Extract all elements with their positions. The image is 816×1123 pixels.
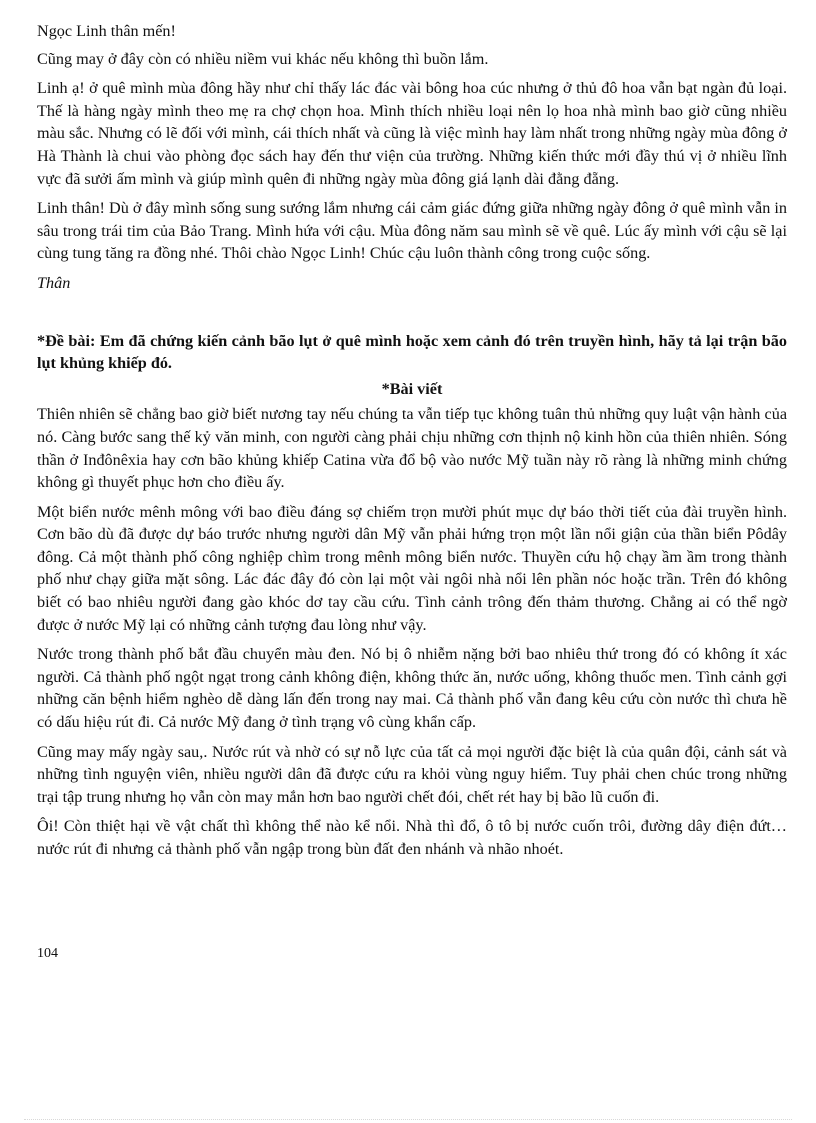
essay-paragraph: Ôi! Còn thiệt hại về vật chất thì không thể nào kể nổi. Nhà thì đổ, ô tô bị nước cuốn trôi, đường dây điện đứt… nước rút đi nhưng cả thành phố vẫn ngập trong bùn đất đen nhánh và nhão nhoét.	[37, 817, 787, 858]
essay-paragraph: Thiên nhiên sẽ chẳng bao giờ biết nương tay nếu chúng ta vẫn tiếp tục không tuân thủ những quy luật vận hành của nó. Càng bước sang thế kỷ văn minh, con người càng phải chịu những cơn thịnh nộ kinh hồn của thiên nhiên. Sóng thần ở Inđônêxia hay cơn bão khủng khiếp Catina vừa đổ bộ vào nước Mỹ tuần này rõ ràng là những minh chứng không gì thuyết phục hơn cho điều ấy.	[37, 405, 787, 492]
letter-paragraph: Linh thân! Dù ở đây mình sống sung sướng lắm nhưng cái cảm giác đứng giữa những ngày đông ở quê mình vẫn in sâu trong trái tim của Bảo Trang. Mình hứa với cậu. Mùa đông năm sau mình sẽ về quê. Lúc ấy mình với cậu sẽ lại cùng tung tăng ra đồng nhé. Thôi chào Ngọc Linh! Chúc cậu luôn thành công trong cuộc sống.	[37, 199, 787, 263]
page-number: 104	[37, 946, 58, 961]
essay-paragraph: Nước trong thành phố bắt đầu chuyển màu đen. Nó bị ô nhiễm nặng bởi bao nhiêu thứ trong đó có không ít xác người. Cả thành phố ngột ngạt trong cảnh không điện, không thức ăn, nước uống, không thuốc men. Tình cảnh gợi những căn bệnh hiểm nghèo dễ dàng lấn đến trong nay mai. Cả thành phố vẫn đang kêu cứu còn nước thì chưa hề có dấu hiệu rút đi. Cả nước Mỹ đang ở tình trạng vô cùng khẩn cấp.	[37, 645, 787, 732]
page-bottom-divider	[24, 1119, 792, 1120]
letter-greeting: Ngọc Linh thân mến!	[37, 22, 176, 40]
assignment-prompt: *Đề bài: Em đã chứng kiến cảnh bão lụt ở quê mình hoặc xem cảnh đó trên truyền hình, hãy tả lại trận bão lụt khủng khiếp đó.	[37, 331, 787, 373]
letter-paragraph: Linh ạ! ở quê mình mùa đông hầy như chỉ thấy lác đác vài bông hoa cúc nhưng ở thủ đô hoa vẫn bạt ngàn đủ loại. Thế là hàng ngày mình theo mẹ ra chợ chọn hoa. Mình thích nhiều loại nên lọ hoa nhà mình bao giờ cũng nhiều màu sắc. Nhưng có lẽ đối với mình, cái thích nhất và cũng là việc mình hay làm nhất trong những ngày mùa đông ở Hà Thành là chui vào phòng đọc sách hay đến thư viện của trường. Những kiến thức mới đầy thú vị ở nhiều lĩnh vực đã sưởi ấm mình và giúp mình quên đi những ngày mùa đông giá lạnh dài đằng đẵng.	[37, 79, 787, 188]
document-page	[37, 20, 787, 868]
essay-heading: *Bài viết	[381, 379, 443, 398]
essay-paragraph: Một biển nước mênh mông với bao điều đáng sợ chiếm trọn mười phút mục dự báo thời tiết của đài truyền hình. Cơn bão dù đã được dự báo trước nhưng người dân Mỹ vẫn phải hứng trọn một lần nổi giận của thần biển Pôdây đông. Cả một thành phố công nghiệp chìm trong mênh mông biển nước. Thuyền cứu hộ chạy ầm ầm trong thành phố như chạy giữa mặt sông. Lác đác đây đó còn lại một vài ngôi nhà nổi lên phần nóc hoặc trần. Trên đó không biết có bao nhiêu người đang gào khóc dơ tay cầu cứu. Tình cảnh trông đến thảm thương. Chẳng ai có thể ngờ được ở nước Mỹ lại có những cảnh tượng đau lòng như vậy.	[37, 502, 787, 634]
letter-signoff: Thân	[37, 273, 71, 292]
letter-paragraph: Cũng may ở đây còn có nhiều niềm vui khác nếu không thì buồn lắm.	[37, 49, 489, 68]
essay-paragraph: Cũng may mấy ngày sau,. Nước rút và nhờ có sự nỗ lực của tất cả mọi người đặc biệt là của quân đội, cảnh sát và những tình nguyện viên, nhiều người dân đã được cứu ra khỏi vùng nguy hiểm. Tuy phải chen chúc trong những trại tập trung nhưng họ vẫn còn may mắn hơn bao người chết đói, chết rét hay bị bão lũ cuốn đi.	[37, 742, 787, 806]
